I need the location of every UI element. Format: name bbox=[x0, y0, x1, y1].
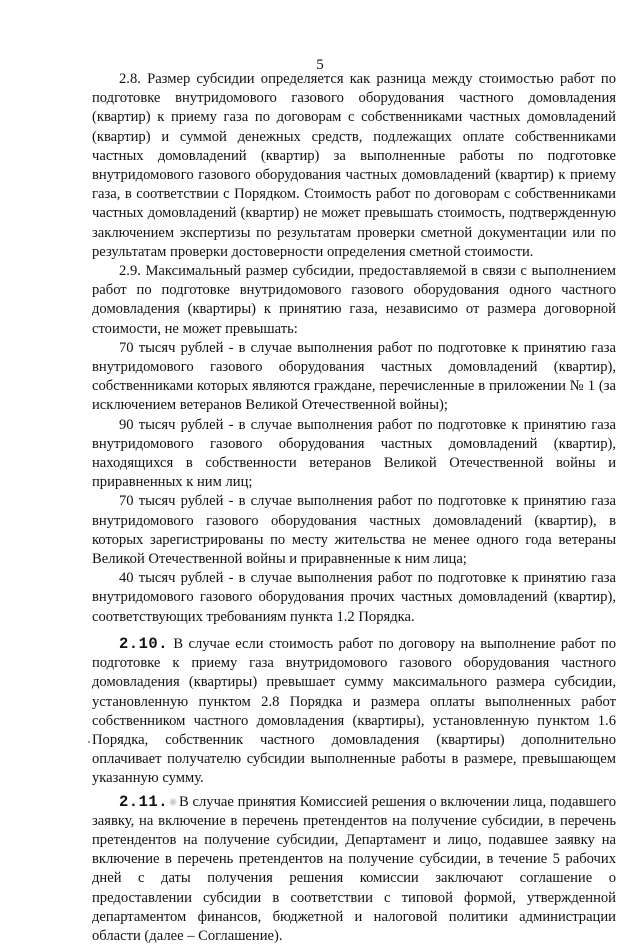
paragraph-2-9: 2.9. Максимальный размер субсидии, предоставляемой в связи с выполнением работ по подготовке внутридомового газового оборудования одного частного домовладения (квартиры) к принятию газа, независимо от размера договорной стоимости, не может превышать: bbox=[92, 263, 616, 337]
margin-dot bbox=[88, 741, 90, 743]
paragraph-2-11-text: В случае принятия Комиссией решения о включении лица, подавшего заявку, на включение в перечень претендентов на получение субсидии, в перечень претендентов на получение субсидии, Департамент и лицо, подавшее заявку на включение в перечень претендентов на получение субсидии, в течение 5 рабочих дней с даты получения решения комиссии заключают соглашение о предоставлении субсидии в соответствии с типовой формой, утвержденной департаментом финансов, бюджетной и налоговой политики администрации области (далее – Соглашение). bbox=[92, 793, 616, 944]
ink-smudge bbox=[169, 798, 177, 806]
paragraph-2-11 bbox=[92, 793, 616, 946]
paragraph-2-8: 2.8. Размер субсидии определяется как разница между стоимостью работ по подготовке внутридомового газового оборудования частного домовладения (квартир) к приему газа по договорам с собственниками частных домовладений (квартир) и суммой денежных средств, подлежащих оплате собственниками частных домовладений (квартир) за выполненные работы по подготовке внутридомового газового оборудования частных домовладений (квартир) к приему газа, в соответствии с Порядком. Стоимость работ по договорам с собственниками частных домовладений (квартир) не может превышать стоимость, подтвержденную заключением экспертизы по результатам проверки сметной документации или по результатам проверки достоверности определения сметной стоимости. bbox=[92, 71, 616, 260]
paragraph-number-2-11: 2.11. bbox=[119, 792, 169, 811]
document-body bbox=[92, 70, 616, 946]
paragraph-2-10-text: В случае если стоимость работ по договору на выполнение работ по подготовке к приему газа внутридомового газового оборудования частного домовладения (квартиры) превышает сумму максимального размера субсидии, установленную пунктом 2.8 Порядка и размера оплаты выполненных работ собственником частного домовладения (квартиры), установленную пунктом 1.6 Порядка, собственник частного домовладения (квартиры) дополнительно оплачивает получателю субсидии выполненные работы в размере, превышающем указанную сумму. bbox=[92, 635, 616, 787]
subsidy-item-90k-veterans: 90 тысяч рублей - в случае выполнения работ по подготовке к принятию газа внутридомового газового оборудования частных домовладений (квартир), находящихся в собственности ветеранов Великой Отечественной войны и приравненных к ним лиц; bbox=[92, 416, 616, 491]
page-number: 5 bbox=[316, 57, 324, 73]
subsidy-item-40k-other: 40 тысяч рублей - в случае выполнения работ по подготовке к принятию газа внутридомового газового оборудования прочих частных домовладений (квартир), соответствующих требованиям пункта 1.2 Порядка. bbox=[92, 570, 616, 625]
subsidy-item-70k-citizens: 70 тысяч рублей - в случае выполнения работ по подготовке к принятию газа внутридомового газового оборудования частных домовладений (квартир), собственниками которых являются граждане, перечисленные в приложении № 1 (за исключением ветеранов Великой Отечественной войны); bbox=[92, 339, 616, 414]
paragraph-number-2-10: 2.10. bbox=[119, 634, 169, 653]
subsidy-item-70k-registered: 70 тысяч рублей - в случае выполнения работ по подготовке к принятию газа внутридомового газового оборудования частных домовладений (квартир), в которых зарегистрированы по месту жительства не менее одного года ветераны Великой Отечественной войны и приравненные к ним лица; bbox=[92, 493, 616, 568]
paragraph-2-10 bbox=[92, 635, 616, 789]
